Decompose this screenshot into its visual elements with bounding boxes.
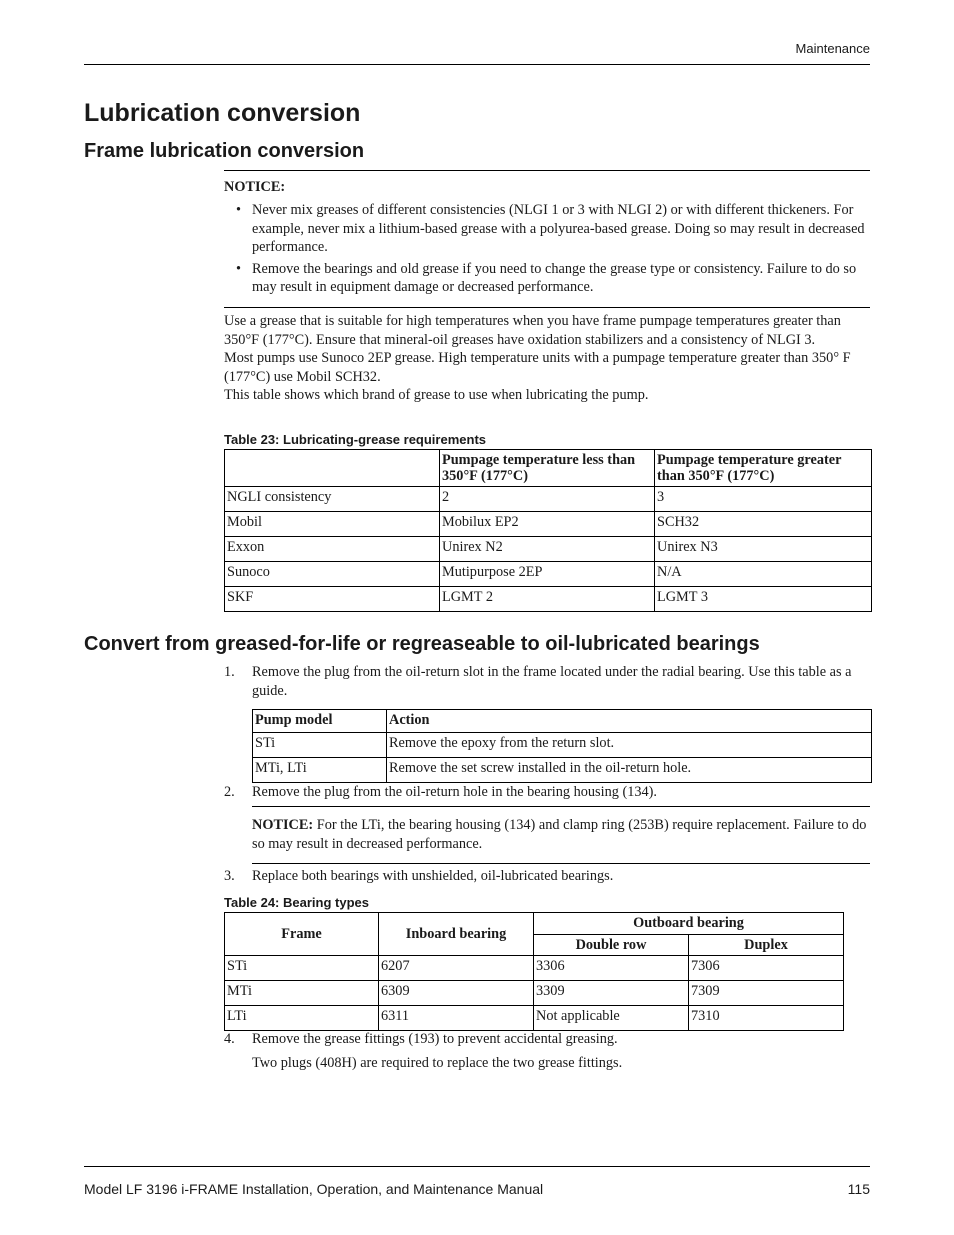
step-number: 2. [224,784,235,800]
table-cell: Mutipurpose 2EP [440,562,655,587]
table-row [225,981,844,1006]
step-text: Replace both bearings with unshielded, oil-lubricated bearings. [252,868,614,884]
step-number: 4. [224,1031,235,1047]
table-cell: N/A [655,562,872,587]
notice-item: • Remove the bearings and old grease if you need to change the grease type or consistency. Failure to do so may result in equipment damage or decreased performance. [236,260,857,295]
table-cell: MTi, LTi [253,758,387,783]
table-cell: MTi [225,981,379,1006]
page-title: Lubrication conversion [84,99,361,127]
table-cell: Remove the epoxy from the return slot. [387,733,872,758]
table-cell: LGMT 2 [440,587,655,612]
footer-rule [84,1166,870,1167]
step-number: 3. [224,868,235,884]
step-2 [224,783,866,802]
table-row [225,1006,844,1031]
table-header-cell: Outboard bearing [534,913,844,935]
step-1 [224,663,866,700]
notice-item-text: Never mix greases of different consistencies (NLGI 1 or 3 with NLGI 2) or with different thickeners. For example, never mix a lithium-based grease with a polyurea-based grease. Doing so may result in decreased performance. [252,202,865,255]
table-cell: SCH32 [655,512,872,537]
table-row [253,758,872,783]
table-cell: 6309 [379,981,534,1006]
table-header-cell: Double row [534,934,689,956]
section-heading-convert: Convert from greased-for-life or regreaseable to oil-lubricated bearings [84,633,760,655]
step-3 [224,867,866,886]
step-text: Remove the plug from the oil-return slot in the frame located under the radial bearing. Use this table as a guide. [252,664,852,699]
table-header-cell: Pumpage temperature greater than 350°F (177°C) [655,450,872,487]
table-cell: Unirex N3 [655,537,872,562]
table-cell: 7306 [689,956,844,981]
frame-paragraphs [224,312,870,405]
table-header-cell: Action [387,710,872,733]
page-number: 115 [847,1181,870,1197]
step-number: 1. [224,664,235,680]
notice2-top-rule [252,806,870,807]
table-cell: 2 [440,487,655,512]
table-cell: 7310 [689,1006,844,1031]
table-cell: 6207 [379,956,534,981]
notice-list [236,201,870,300]
table-header-row [225,913,844,935]
header-rule [84,64,870,65]
notice-bottom-rule [224,307,870,308]
table-row [253,733,872,758]
table-cell: LGMT 3 [655,587,872,612]
table-cell: Unirex N2 [440,537,655,562]
table-cell: Not applicable [534,1006,689,1031]
pump-model-action-table [252,709,872,783]
table-cell: Remove the set screw installed in the oil-return hole. [387,758,872,783]
notice-2 [252,816,870,853]
paragraph: Use a grease that is suitable for high temperatures when you have frame pumpage temperatures greater than 350°F (177°C). Ensure that mineral-oil greases have oxidation stabilizers and a consistency of NLGI 3. [224,313,841,348]
notice-text: For the LTi, the bearing housing (134) and clamp ring (253B) require replacement. Failure to do so may result in decreased performance. [252,817,867,852]
step-text: Remove the grease fittings (193) to prevent accidental greasing. [252,1031,618,1047]
table-header-cell: Inboard bearing [379,913,534,956]
table-header-cell: Duplex [689,934,844,956]
table-header-cell: Pumpage temperature less than 350°F (177°C) [440,450,655,487]
table-header-row [253,710,872,733]
table-header-row [225,450,872,487]
notice-label: NOTICE: [224,179,286,195]
notice-top-rule [224,170,870,171]
notice-item: • Never mix greases of different consistencies (NLGI 1 or 3 with NLGI 2) or with different thickeners. For example, never mix a lithium-based grease with a polyurea-based grease. Doing so may result in decreased performance. [236,202,865,255]
table-header-cell: Pump model [253,710,387,733]
table-cell: SKF [225,587,440,612]
table-cell: 7309 [689,981,844,1006]
table-header-cell: Frame [225,913,379,956]
table-cell: NGLI consistency [225,487,440,512]
running-header: Maintenance [795,41,870,56]
page-footer [84,1181,870,1197]
table-row [225,587,872,612]
table-row [225,537,872,562]
paragraph: Most pumps use Sunoco 2EP grease. High temperature units with a pumpage temperature greater than 350° F (177°C) use Mobil SCH32. [224,350,851,385]
table-cell: LTi [225,1006,379,1031]
table-cell: STi [253,733,387,758]
step-note: Two plugs (408H) are required to replace the two grease fittings. [252,1054,623,1071]
table-row [225,487,872,512]
table-header-cell [225,450,440,487]
step-text: Remove the plug from the oil-return hole in the bearing housing (134). [252,784,657,800]
table-cell: Sunoco [225,562,440,587]
table-cell: 3309 [534,981,689,1006]
table-cell: 6311 [379,1006,534,1031]
notice2-bottom-rule [252,863,870,864]
paragraph: This table shows which brand of grease to use when lubricating the pump. [224,387,649,403]
notice-item-text: Remove the bearings and old grease if you need to change the grease type or consistency. Failure to do so may result in equipment damage or decreased performance. [252,260,857,295]
bearing-types-table [224,912,844,1031]
table-cell: 3 [655,487,872,512]
table-row [225,956,844,981]
table-cell: STi [225,956,379,981]
table-24-caption: Table 24: Bearing types [224,895,369,910]
notice-label: NOTICE: [252,817,314,833]
table-23-caption: Table 23: Lubricating-grease requirements [224,432,486,447]
grease-requirements-table [224,449,872,612]
step-4 [224,1030,866,1072]
manual-title: Model LF 3196 i-FRAME Installation, Operation, and Maintenance Manual [84,1181,544,1197]
table-cell: Mobil [225,512,440,537]
table-row [225,512,872,537]
table-cell: Exxon [225,537,440,562]
table-row [225,562,872,587]
table-cell: Mobilux EP2 [440,512,655,537]
section-heading-frame: Frame lubrication conversion [84,140,365,162]
table-cell: 3306 [534,956,689,981]
